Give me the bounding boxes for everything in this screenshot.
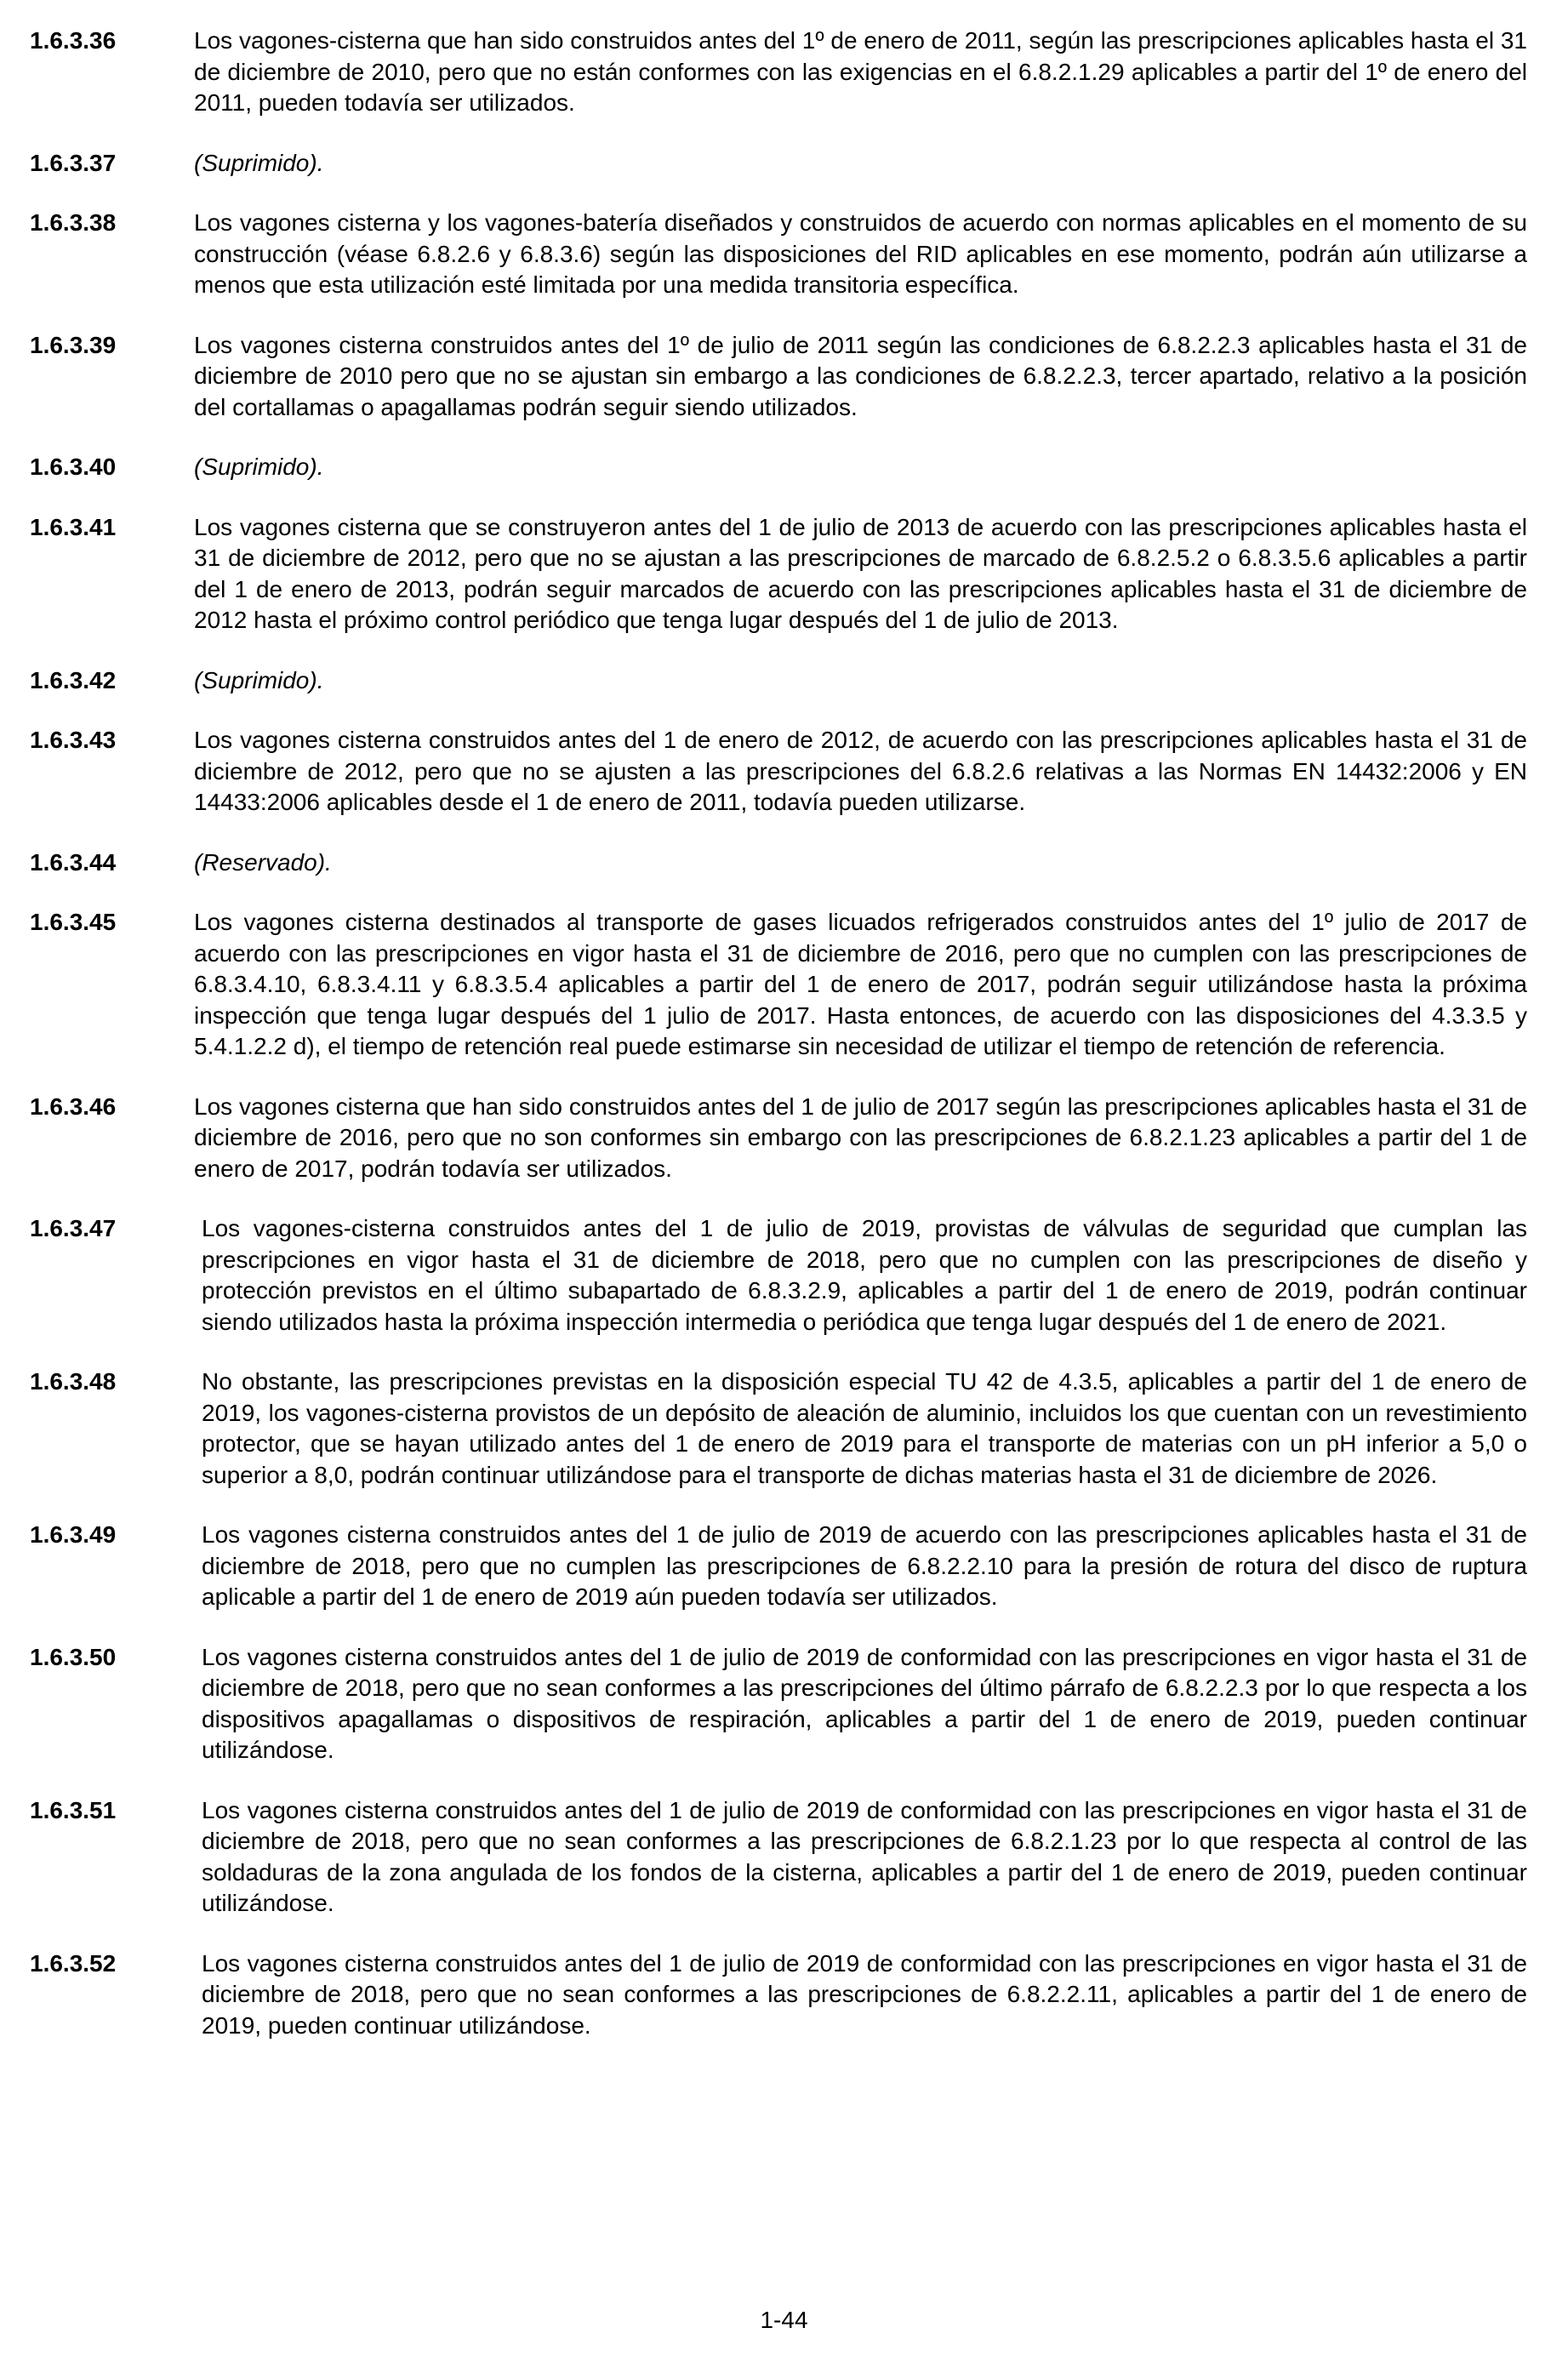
section-1-6-3-41: [30, 512, 1527, 636]
section-number: 1.6.3.42: [30, 666, 117, 693]
section-text: (Suprimido).: [194, 149, 324, 176]
section-1-6-3-36: [30, 26, 1527, 119]
section-1-6-3-48: [30, 1366, 1527, 1491]
section-1-6-3-42: [30, 665, 1527, 697]
section-text: Los vagones cisterna construidos antes del 1 de julio de 2019 de conformidad con las prescripciones en vigor hasta el 31 de diciembre de 2018, pero que no sean conformes a las prescripciones de 6.8.2.1.23 por lo que respecta al control de las soldaduras de la zona angulada de los fondos de la cisterna, aplicables a partir del 1 de enero de 2019, pueden continuar utilizándose.: [202, 1796, 1527, 1916]
section-text: Los vagones cisterna construidos antes del 1 de julio de 2019 de acuerdo con las prescripciones aplicables hasta el 31 de diciembre de 2018, pero que no cumplen las prescripciones de 6.8.2.2.10 para la presión de rotura del disco de ruptura aplicable a partir del 1 de enero de 2019 aún pueden todavía ser utilizados.: [202, 1521, 1527, 1610]
section-number: 1.6.3.50: [30, 1643, 117, 1670]
section-text: (Suprimido).: [194, 666, 324, 693]
section-1-6-3-43: [30, 725, 1527, 819]
section-1-6-3-37: [30, 148, 1527, 180]
page-number: 1-44: [760, 2307, 808, 2333]
section-number: 1.6.3.36: [30, 27, 117, 54]
section-1-6-3-40: [30, 452, 1527, 483]
section-1-6-3-47: [30, 1213, 1527, 1338]
section-1-6-3-38: [30, 208, 1527, 301]
section-1-6-3-45: [30, 907, 1527, 1063]
section-number: 1.6.3.39: [30, 331, 117, 358]
section-1-6-3-49: [30, 1520, 1527, 1613]
section-text: Los vagones cisterna que han sido construidos antes del 1 de julio de 2017 según las prescripciones aplicables hasta el 31 de diciembre de 2016, pero que no son conformes sin embargo con las prescripciones de 6.8.2.1.23 aplicables a partir del 1 de enero de 2017, podrán todavía ser utilizados.: [194, 1093, 1527, 1182]
section-number: 1.6.3.44: [30, 848, 117, 876]
section-text: Los vagones cisterna construidos antes del 1 de julio de 2019 de conformidad con las prescripciones en vigor hasta el 31 de diciembre de 2018, pero que no sean conformes a las prescripciones del último párrafo de 6.8.2.2.3 por lo que respecta a los dispositivos apagallamas o dispositivos de respiración, aplicables a partir del 1 de enero de 2019, pueden continuar utilizándose.: [202, 1643, 1527, 1763]
section-number: 1.6.3.41: [30, 513, 117, 540]
section-1-6-3-51: [30, 1795, 1527, 1920]
section-1-6-3-46: [30, 1092, 1527, 1185]
section-1-6-3-44: [30, 847, 1527, 879]
section-text: Los vagones cisterna y los vagones-batería diseñados y construidos de acuerdo con normas aplicables en el momento de su construcción (véase 6.8.2.6 y 6.8.3.6) según las disposiciones del RID aplicables en ese momento, podrán aún utilizarse a menos que esta utilización esté limitada por una medida transitoria específica.: [194, 209, 1527, 298]
section-number: 1.6.3.45: [30, 909, 117, 935]
section-text: Los vagones cisterna que se construyeron antes del 1 de julio de 2013 de acuerdo con las prescripciones aplicables hasta el 31 de diciembre de 2012, pero que no se ajustan a las prescripciones de marcado de 6.8.2.5.2 o 6.8.3.5.6 aplicables a partir del 1 de enero de 2013, podrán seguir marcados de acuerdo con las prescripciones aplicables hasta el 31 de diciembre de 2012 hasta el próximo control periódico que tenga lugar después del 1 de julio de 2013.: [194, 513, 1527, 633]
section-1-6-3-50: [30, 1642, 1527, 1766]
section-number: 1.6.3.47: [30, 1215, 117, 1241]
section-text: (Reservado).: [194, 848, 332, 876]
section-text: Los vagones-cisterna que han sido construidos antes del 1º de enero de 2011, según las prescripciones aplicables hasta el 31 de diciembre de 2010, pero que no están conformes con las exigencias en el 6.8.2.1.29 aplicables a partir del 1º de enero del 2011, pueden todavía ser utilizados.: [194, 27, 1527, 116]
section-text: Los vagones cisterna construidos antes del 1 de julio de 2019 de conformidad con las prescripciones en vigor hasta el 31 de diciembre de 2018, pero que no sean conformes a las prescripciones de 6.8.2.2.11, aplicables a partir del 1 de enero de 2019, pueden continuar utilizándose.: [202, 1949, 1527, 2039]
section-number: 1.6.3.40: [30, 454, 117, 480]
section-text: Los vagones-cisterna construidos antes del 1 de julio de 2019, provistas de válvulas de seguridad que cumplan las prescripciones en vigor hasta el 31 de diciembre de 2018, pero que no cumplen con las prescripciones de diseño y protección previstos en el último subapartado de 6.8.3.2.9, aplicables a partir del 1 de enero de 2019, podrán continuar siendo utilizados hasta la próxima inspección intermedia o periódica que tenga lugar después del 1 de enero de 2021.: [202, 1215, 1527, 1335]
section-number: 1.6.3.48: [30, 1368, 117, 1395]
section-number: 1.6.3.38: [30, 209, 117, 236]
section-number: 1.6.3.49: [30, 1521, 117, 1548]
section-text: No obstante, las prescripciones previstas en la disposición especial TU 42 de 4.3.5, aplicables a partir del 1 de enero de 2019, los vagones-cisterna provistos de un depósito de aleación de aluminio, incluidos los que cuentan con un revestimiento protector, que se hayan utilizado antes del 1 de enero de 2019 para el transporte de materias con un pH inferior a 5,0 o superior a 8,0, podrán continuar utilizándose para el transporte de dichas materias hasta el 31 de diciembre de 2026.: [202, 1368, 1527, 1488]
section-text: (Suprimido).: [194, 454, 324, 480]
section-number: 1.6.3.46: [30, 1093, 117, 1120]
section-1-6-3-39: [30, 330, 1527, 424]
section-number: 1.6.3.52: [30, 1949, 117, 1977]
section-1-6-3-52: [30, 1948, 1527, 2042]
section-number: 1.6.3.51: [30, 1796, 117, 1823]
section-text: Los vagones cisterna destinados al transporte de gases licuados refrigerados construidos antes del 1º julio de 2017 de acuerdo con las prescripciones en vigor hasta el 31 de diciembre de 2016, pero que no cumplen con las prescripciones de 6.8.3.4.10, 6.8.3.4.11 y 6.8.3.5.4 aplicables a partir del 1 de enero de 2017, podrán seguir utilizándose hasta la próxima inspección que tenga lugar después del 1 julio de 2017. Hasta entonces, de acuerdo con las disposiciones del 4.3.3.5 y 5.4.1.2.2 d), el tiempo de retención real puede estimarse sin necesidad de utilizar el tiempo de retención de referencia.: [194, 909, 1527, 1059]
section-number: 1.6.3.43: [30, 727, 117, 753]
section-list: [30, 26, 1527, 2070]
section-number: 1.6.3.37: [30, 149, 117, 176]
section-text: Los vagones cisterna construidos antes del 1º de julio de 2011 según las condiciones de 6.8.2.2.3 aplicables hasta el 31 de diciembre de 2010 pero que no se ajustan sin embargo a las condiciones de 6.8.2.2.3, tercer apartado, relativo a la posición del cortallamas o apagallamas podrán seguir siendo utilizados.: [194, 331, 1527, 420]
section-text: Los vagones cisterna construidos antes del 1 de enero de 2012, de acuerdo con las prescripciones aplicables hasta el 31 de diciembre de 2012, pero que no se ajusten a las prescripciones del 6.8.2.6 relativas a las Normas EN 14432:2006 y EN 14433:2006 aplicables desde el 1 de enero de 2011, todavía pueden utilizarse.: [194, 727, 1527, 815]
